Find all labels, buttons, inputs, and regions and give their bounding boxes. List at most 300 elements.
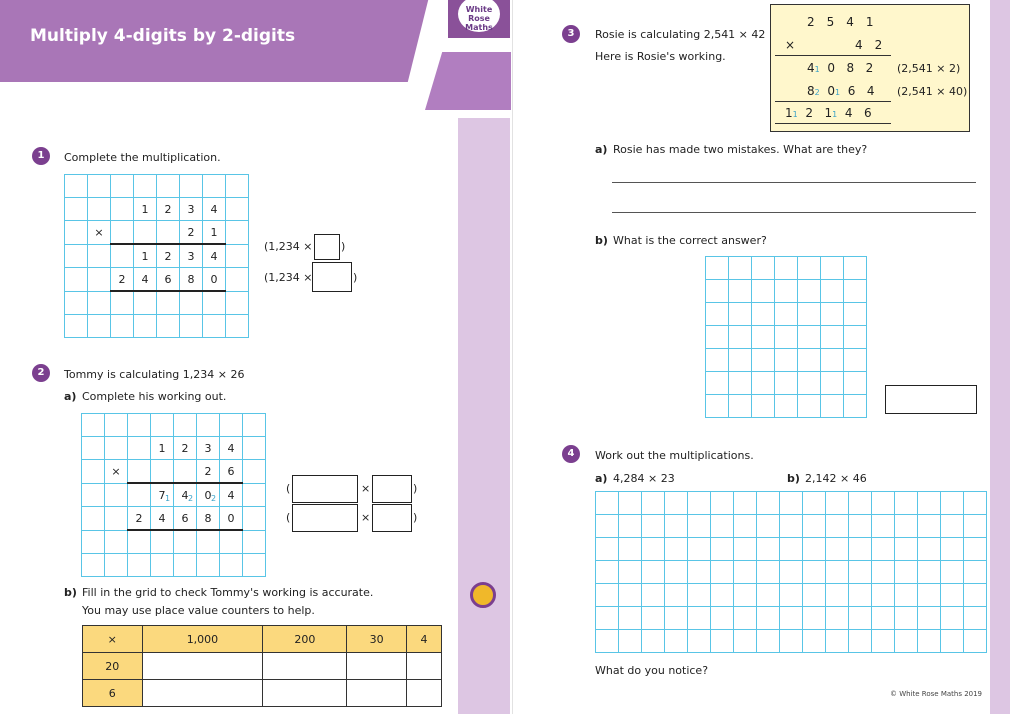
grid-cell[interactable]	[243, 554, 266, 577]
grid-cell[interactable]	[757, 538, 780, 561]
grid-cell: 2	[174, 437, 197, 460]
grid-cell[interactable]	[88, 291, 111, 315]
grid-cell[interactable]	[752, 303, 775, 326]
grid-cell[interactable]	[895, 584, 918, 607]
grid-cell[interactable]	[642, 492, 665, 515]
grid-cell[interactable]	[803, 515, 826, 538]
grid-cell[interactable]	[821, 372, 844, 395]
grid-cell[interactable]	[729, 326, 752, 349]
grid-cell[interactable]	[729, 372, 752, 395]
grid-row	[706, 280, 867, 303]
grid-cell[interactable]	[111, 244, 134, 268]
grid-cell[interactable]	[803, 584, 826, 607]
grid-cell[interactable]	[105, 554, 128, 577]
grid-cell[interactable]	[821, 395, 844, 418]
working-row-5: 11 2 11 4 6	[785, 106, 872, 120]
grid-cell[interactable]	[665, 630, 688, 653]
q4-working-grid[interactable]	[595, 491, 987, 653]
grid-cell[interactable]	[243, 483, 266, 507]
grid-cell[interactable]	[803, 492, 826, 515]
grid-cell[interactable]	[752, 349, 775, 372]
grid-cell[interactable]	[941, 584, 964, 607]
grid-cell[interactable]	[157, 291, 180, 315]
grid-cell[interactable]	[711, 561, 734, 584]
grid-cell[interactable]	[849, 538, 872, 561]
grid-cell[interactable]	[752, 326, 775, 349]
table-cell[interactable]	[263, 653, 347, 680]
grid-cell[interactable]	[775, 372, 798, 395]
grid-cell[interactable]	[895, 492, 918, 515]
grid-cell[interactable]	[964, 561, 987, 584]
grid-cell[interactable]	[780, 607, 803, 630]
grid-cell[interactable]	[203, 291, 226, 315]
q2-answer-box[interactable]	[292, 504, 358, 532]
grid-cell[interactable]	[711, 630, 734, 653]
grid-cell[interactable]	[105, 414, 128, 437]
grid-cell[interactable]	[174, 460, 197, 484]
grid-cell[interactable]	[803, 561, 826, 584]
grid-cell[interactable]	[844, 257, 867, 280]
grid-cell[interactable]	[821, 303, 844, 326]
grid-cell[interactable]	[711, 492, 734, 515]
table-cell[interactable]	[347, 653, 407, 680]
grid-cell[interactable]	[243, 507, 266, 531]
grid-row	[82, 460, 266, 484]
table-cell[interactable]	[142, 653, 263, 680]
grid-cell[interactable]	[734, 630, 757, 653]
grid-cell[interactable]	[895, 538, 918, 561]
working-note: (2,541 × 40)	[897, 85, 968, 98]
grid-cell[interactable]	[752, 395, 775, 418]
grid-cell[interactable]	[844, 372, 867, 395]
grid-cell[interactable]	[780, 492, 803, 515]
close-paren: )	[413, 482, 418, 495]
grid-cell[interactable]	[918, 492, 941, 515]
close-paren: )	[353, 271, 358, 284]
grid-cell[interactable]	[941, 515, 964, 538]
grid-cell[interactable]	[665, 538, 688, 561]
grid-cell[interactable]	[180, 315, 203, 338]
grid-cell[interactable]	[918, 538, 941, 561]
close-paren: )	[413, 511, 418, 524]
grid-cell[interactable]	[826, 630, 849, 653]
grid-cell[interactable]	[826, 561, 849, 584]
grid-cell[interactable]	[128, 554, 151, 577]
grid-cell[interactable]	[151, 530, 174, 554]
grid-cell[interactable]	[82, 460, 105, 484]
grid-cell[interactable]	[688, 515, 711, 538]
grid-cell[interactable]	[711, 538, 734, 561]
grid-cell[interactable]	[821, 280, 844, 303]
grid-cell[interactable]	[849, 492, 872, 515]
grid-cell[interactable]	[226, 198, 249, 221]
grid-cell[interactable]	[65, 221, 88, 245]
grid-cell[interactable]	[826, 538, 849, 561]
grid-cell[interactable]	[665, 561, 688, 584]
grid-row	[596, 607, 987, 630]
grid-cell[interactable]	[596, 561, 619, 584]
grid-cell: 1	[151, 437, 174, 460]
grid-cell[interactable]	[226, 244, 249, 268]
answer-line[interactable]	[612, 212, 976, 213]
grid-cell[interactable]	[642, 538, 665, 561]
grid-cell[interactable]	[895, 515, 918, 538]
grid-cell[interactable]	[826, 515, 849, 538]
grid-cell[interactable]	[752, 257, 775, 280]
grid-cell: 4	[134, 268, 157, 292]
grid-cell[interactable]	[665, 607, 688, 630]
q2-answer-box[interactable]	[372, 504, 412, 532]
grid-cell[interactable]	[203, 315, 226, 338]
grid-cell[interactable]	[688, 584, 711, 607]
grid-cell[interactable]	[798, 395, 821, 418]
grid-cell[interactable]	[88, 175, 111, 198]
grid-cell[interactable]	[734, 515, 757, 538]
grid-cell[interactable]	[844, 280, 867, 303]
grid-cell[interactable]	[775, 280, 798, 303]
grid-cell[interactable]	[88, 244, 111, 268]
grid-cell[interactable]	[775, 349, 798, 372]
grid-cell[interactable]	[849, 584, 872, 607]
grid-cell[interactable]	[757, 561, 780, 584]
grid-cell[interactable]	[174, 414, 197, 437]
grid-cell[interactable]	[619, 492, 642, 515]
grid-cell[interactable]	[642, 584, 665, 607]
grid-cell[interactable]	[151, 460, 174, 484]
grid-cell[interactable]	[65, 198, 88, 221]
grid-cell[interactable]	[798, 280, 821, 303]
grid-cell[interactable]	[798, 326, 821, 349]
grid-cell[interactable]	[82, 414, 105, 437]
grid-cell[interactable]	[105, 437, 128, 460]
grid-cell: 6	[174, 507, 197, 531]
grid-row	[706, 326, 867, 349]
grid-cell[interactable]	[134, 175, 157, 198]
grid-cell[interactable]	[775, 326, 798, 349]
grid-cell[interactable]	[134, 291, 157, 315]
grid-cell[interactable]	[711, 584, 734, 607]
grid-cell[interactable]	[688, 607, 711, 630]
grid-cell[interactable]	[918, 515, 941, 538]
part-letter: a)	[595, 143, 608, 156]
grid-cell[interactable]	[243, 414, 266, 437]
grid-cell[interactable]	[82, 437, 105, 460]
grid-cell[interactable]	[821, 349, 844, 372]
grid-cell[interactable]	[111, 175, 134, 198]
grid-cell[interactable]	[226, 315, 249, 338]
grid-cell[interactable]	[88, 268, 111, 292]
grid-cell[interactable]	[941, 561, 964, 584]
grid-cell[interactable]	[706, 372, 729, 395]
grid-cell[interactable]	[65, 315, 88, 338]
grid-cell[interactable]	[174, 554, 197, 577]
grid-cell[interactable]	[872, 584, 895, 607]
times-sign: ×	[785, 38, 796, 52]
grid-cell[interactable]	[872, 515, 895, 538]
grid-cell[interactable]	[105, 483, 128, 507]
grid-cell[interactable]	[243, 460, 266, 484]
working-line	[775, 101, 891, 102]
grid-cell[interactable]	[220, 530, 243, 554]
grid-cell[interactable]	[665, 584, 688, 607]
grid-row	[596, 584, 987, 607]
grid-cell[interactable]	[642, 607, 665, 630]
grid-cell[interactable]	[665, 515, 688, 538]
grid-row	[706, 257, 867, 280]
grid-cell[interactable]	[798, 372, 821, 395]
grid-cell[interactable]	[734, 492, 757, 515]
grid-cell[interactable]	[128, 460, 151, 484]
grid-cell[interactable]	[803, 630, 826, 653]
grid-cell[interactable]	[688, 630, 711, 653]
grid-cell[interactable]	[803, 607, 826, 630]
question-prompt: Complete the multiplication.	[64, 151, 221, 164]
grid-cell[interactable]	[729, 349, 752, 372]
grid-cell[interactable]	[780, 630, 803, 653]
grid-cell[interactable]	[918, 630, 941, 653]
grid-cell[interactable]	[665, 492, 688, 515]
grid-cell[interactable]	[826, 584, 849, 607]
table-cell[interactable]	[406, 653, 441, 680]
grid-cell[interactable]	[134, 221, 157, 245]
grid-cell[interactable]	[780, 584, 803, 607]
grid-cell[interactable]	[826, 492, 849, 515]
grid-cell[interactable]	[729, 280, 752, 303]
grid-cell[interactable]	[688, 561, 711, 584]
grid-cell[interactable]	[780, 515, 803, 538]
grid-cell: 4	[174, 483, 197, 507]
grid-cell[interactable]	[226, 221, 249, 245]
grid-cell[interactable]	[941, 492, 964, 515]
grid-cell[interactable]	[596, 515, 619, 538]
grid-cell[interactable]	[619, 561, 642, 584]
grid-cell[interactable]	[798, 257, 821, 280]
grid-cell[interactable]	[619, 515, 642, 538]
grid-cell[interactable]	[128, 414, 151, 437]
grid-cell[interactable]	[688, 492, 711, 515]
grid-cell[interactable]	[780, 538, 803, 561]
grid-cell: 6	[157, 268, 180, 292]
grid-cell[interactable]	[128, 530, 151, 554]
grid-cell[interactable]	[619, 584, 642, 607]
grid-cell[interactable]	[226, 291, 249, 315]
grid-cell[interactable]	[706, 349, 729, 372]
grid-cell[interactable]	[872, 492, 895, 515]
grid-cell[interactable]	[757, 515, 780, 538]
grid-cell[interactable]	[757, 630, 780, 653]
grid-cell[interactable]	[111, 315, 134, 338]
grid-cell[interactable]	[111, 198, 134, 221]
grid-cell[interactable]	[151, 554, 174, 577]
grid-cell[interactable]	[596, 492, 619, 515]
q3-answer-box[interactable]	[885, 385, 977, 414]
grid-cell[interactable]	[65, 291, 88, 315]
grid-cell[interactable]	[918, 561, 941, 584]
grid-cell[interactable]	[918, 607, 941, 630]
grid-cell[interactable]	[197, 530, 220, 554]
grid-cell[interactable]	[180, 291, 203, 315]
grid-cell[interactable]	[105, 530, 128, 554]
table-cell[interactable]	[142, 680, 263, 707]
grid-cell[interactable]	[895, 561, 918, 584]
grid-cell[interactable]	[798, 303, 821, 326]
grid-cell[interactable]	[197, 554, 220, 577]
grid-cell[interactable]	[82, 483, 105, 507]
grid-cell[interactable]	[964, 515, 987, 538]
grid-cell[interactable]	[849, 630, 872, 653]
table-cell[interactable]	[406, 680, 441, 707]
grid-cell[interactable]	[752, 280, 775, 303]
grid-cell[interactable]	[220, 554, 243, 577]
grid-cell[interactable]	[88, 315, 111, 338]
grid-cell[interactable]	[803, 538, 826, 561]
grid-cell[interactable]	[706, 326, 729, 349]
grid-cell[interactable]	[82, 507, 105, 531]
grid-cell[interactable]	[872, 607, 895, 630]
q1-place-value-grid	[64, 174, 249, 338]
grid-cell[interactable]	[734, 561, 757, 584]
grid-cell[interactable]	[688, 538, 711, 561]
grid-cell[interactable]	[849, 607, 872, 630]
grid-cell[interactable]	[775, 395, 798, 418]
grid-cell[interactable]	[729, 257, 752, 280]
grid-cell[interactable]	[174, 530, 197, 554]
grid-cell[interactable]	[964, 538, 987, 561]
grid-cell[interactable]	[757, 607, 780, 630]
grid-cell[interactable]	[734, 607, 757, 630]
grid-cell[interactable]	[844, 303, 867, 326]
grid-cell[interactable]	[82, 554, 105, 577]
grid-cell[interactable]	[798, 349, 821, 372]
grid-cell[interactable]	[65, 268, 88, 292]
grid-cell[interactable]	[134, 315, 157, 338]
grid-cell[interactable]	[596, 538, 619, 561]
grid-cell[interactable]	[88, 198, 111, 221]
grid-cell[interactable]	[111, 291, 134, 315]
grid-cell[interactable]	[872, 538, 895, 561]
grid-cell[interactable]	[128, 483, 151, 507]
grid-cell[interactable]	[157, 315, 180, 338]
grid-cell[interactable]	[821, 257, 844, 280]
q2-answer-box[interactable]	[292, 475, 358, 503]
grid-cell[interactable]	[711, 515, 734, 538]
grid-cell[interactable]	[243, 437, 266, 460]
grid-cell[interactable]	[642, 630, 665, 653]
table-cell[interactable]	[263, 680, 347, 707]
grid-cell[interactable]	[734, 584, 757, 607]
grid-cell[interactable]	[706, 280, 729, 303]
grid-cell[interactable]	[849, 515, 872, 538]
grid-cell[interactable]	[711, 607, 734, 630]
grid-cell[interactable]	[729, 303, 752, 326]
grid-cell[interactable]	[757, 584, 780, 607]
grid-row	[706, 372, 867, 395]
grid-cell[interactable]	[821, 326, 844, 349]
grid-cell[interactable]	[729, 395, 752, 418]
grid-cell[interactable]	[111, 221, 134, 245]
grid-cell[interactable]	[128, 437, 151, 460]
grid-cell[interactable]	[775, 303, 798, 326]
grid-cell[interactable]	[706, 303, 729, 326]
grid-cell[interactable]	[642, 561, 665, 584]
question-number: 4	[562, 445, 580, 463]
grid-cell[interactable]	[596, 630, 619, 653]
grid-cell[interactable]	[964, 630, 987, 653]
grid-cell[interactable]	[226, 268, 249, 292]
grid-cell[interactable]	[65, 244, 88, 268]
working-line	[775, 123, 891, 124]
grid-cell[interactable]	[895, 630, 918, 653]
grid-cell[interactable]	[105, 507, 128, 531]
q2-answer-box[interactable]	[372, 475, 412, 503]
grid-cell[interactable]	[918, 584, 941, 607]
grid-cell: 3	[180, 244, 203, 268]
grid-cell[interactable]	[642, 515, 665, 538]
answer-line[interactable]	[612, 182, 976, 183]
grid-cell[interactable]	[180, 175, 203, 198]
grid-cell[interactable]	[941, 607, 964, 630]
grid-cell[interactable]	[619, 538, 642, 561]
grid-cell[interactable]	[872, 630, 895, 653]
grid-cell[interactable]	[82, 530, 105, 554]
grid-cell[interactable]	[895, 607, 918, 630]
q1-answer-box-1[interactable]	[314, 234, 340, 260]
grid-cell[interactable]	[826, 607, 849, 630]
grid-cell[interactable]	[964, 607, 987, 630]
white-rose-logo: White Rose Maths	[456, 0, 502, 34]
grid-cell[interactable]	[872, 561, 895, 584]
grid-cell[interactable]	[844, 395, 867, 418]
grid-cell[interactable]	[775, 257, 798, 280]
grid-cell[interactable]	[65, 175, 88, 198]
grid-cell[interactable]	[706, 395, 729, 418]
table-cell[interactable]	[347, 680, 407, 707]
grid-cell[interactable]	[964, 584, 987, 607]
grid-cell[interactable]	[226, 175, 249, 198]
grid-cell: 1	[203, 221, 226, 245]
grid-cell[interactable]	[964, 492, 987, 515]
grid-cell[interactable]	[151, 414, 174, 437]
grid-cell[interactable]	[780, 561, 803, 584]
grid-cell[interactable]	[734, 538, 757, 561]
grid-cell[interactable]	[157, 221, 180, 245]
grid-cell[interactable]	[203, 175, 226, 198]
grid-cell[interactable]	[596, 607, 619, 630]
grid-row	[596, 492, 987, 515]
grid-cell[interactable]	[619, 630, 642, 653]
grid-cell[interactable]	[157, 175, 180, 198]
carry-digit: 1	[165, 494, 171, 503]
grid-cell[interactable]	[619, 607, 642, 630]
grid-cell[interactable]	[941, 538, 964, 561]
grid-cell[interactable]	[706, 257, 729, 280]
rosies-working	[770, 4, 970, 132]
grid-cell[interactable]	[757, 492, 780, 515]
grid-cell[interactable]	[197, 414, 220, 437]
grid-cell[interactable]	[752, 372, 775, 395]
q1-answer-box-2[interactable]	[312, 262, 352, 292]
grid-cell[interactable]	[243, 530, 266, 554]
grid-cell[interactable]	[844, 349, 867, 372]
grid-cell[interactable]	[844, 326, 867, 349]
grid-cell[interactable]	[596, 584, 619, 607]
question-number: 1	[32, 147, 50, 165]
grid-cell[interactable]	[941, 630, 964, 653]
q3-working-grid[interactable]	[705, 256, 867, 418]
notice-prompt: What do you notice?	[595, 664, 709, 677]
grid-cell[interactable]	[849, 561, 872, 584]
grid-cell[interactable]	[220, 414, 243, 437]
